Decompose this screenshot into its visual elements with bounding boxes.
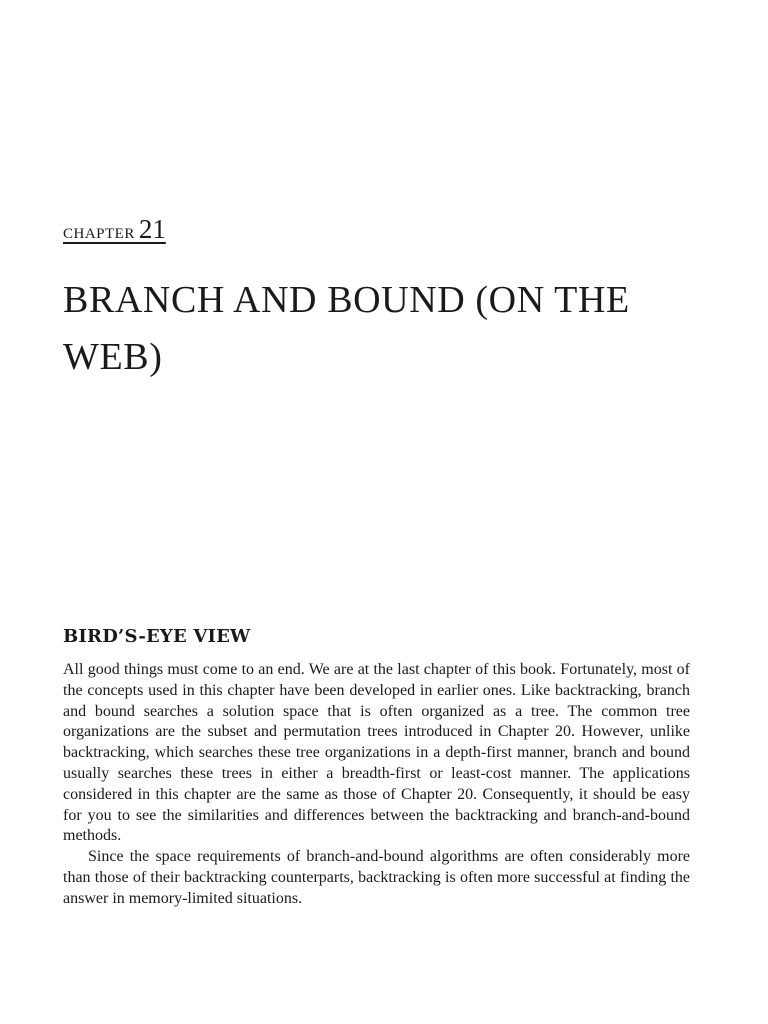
paragraph-2: Since the space requirements of branch-and-bound algorithms are often considerably more than those of their backtracking counterparts, backtracking is often more successful at finding the answer in memory-limited situations. [63,848,690,907]
chapter-word: chapter [63,219,135,243]
paragraph-1: All good things must come to an end. We are at the last chapter of this book. Fortunately, most of the concepts used in this chapter have been developed in earlier ones. Like backtracking, branch and bound searches a solution space that is often organized as a tree. The common tree organizations are the subset and permutation trees introduced in Chapter 20. However, unlike backtracking, which searches these tree organizations in a depth-first manner, branch and bound usually searches these trees in either a breadth-first or least-cost manner. The applications considered in this chapter are the same as those of Chapter 20. Consequently, it should be easy for you to see the similarities and differences between the backtracking and branch-and-bound methods. [63,661,690,845]
chapter-title: BRANCH AND BOUND (ON THE WEB) [63,279,630,378]
chapter-label [63,214,166,245]
body-text [63,660,690,910]
chapter-number: 21 [138,214,166,244]
section-heading: BIRD’S-EYE VIEW [63,626,251,647]
